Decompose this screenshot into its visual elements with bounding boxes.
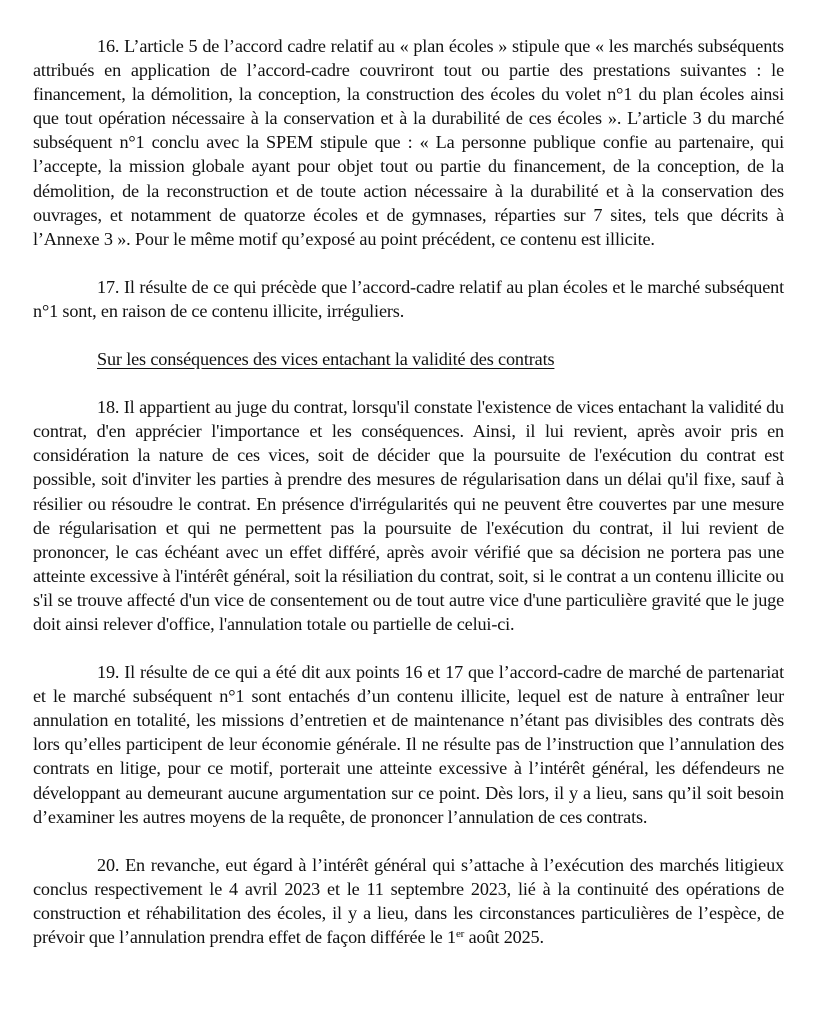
paragraph-17: 17. Il résulte de ce qui précède que l’accord-cadre relatif au plan écoles et le marché subséquent n°1 sont, en raison de ce contenu illicite, irréguliers. <box>33 276 784 321</box>
paragraph-20-text: 20. En revanche, eut égard à l’intérêt général qui s’attache à l’exécution des marchés litigieux conclus respectivement le 4 avril 2023 et le 11 septembre 2023, lié à la continuité des opérations de construction et réhabilitation des écoles, il y a lieu, dans les circonstances particulières de l’espèce, de prévoir que l’annulation prendra effet de façon différée le 1 <box>33 854 784 947</box>
paragraph-20-text-end: août 2025. <box>464 927 544 947</box>
paragraph-19: 19. Il résulte de ce qui a été dit aux points 16 et 17 que l’accord-cadre de marché de partenariat et le marché subséquent n°1 sont entachés d’un contenu illicite, lequel est de nature à entraîner leur annulation en totalité, les missions d’entretien et de maintenance n’étant pas divisibles des contrats dès lors qu’elles participent de leur économie générale. Il ne résulte pas de l’instruction que l’annulation des contrats en litige, pour ce motif, porterait une atteinte excessive à l’intérêt général, les défendeurs ne développant au demeurant aucune argumentation sur ce point. Dès lors, il y a lieu, sans qu’il soit besoin d’examiner les autres moyens de la requête, de prononcer l’annulation de ces contrats. <box>33 662 784 827</box>
paragraph-16: 16. L’article 5 de l’accord cadre relatif au « plan écoles » stipule que « les marchés subséquents attribués en application de l’accord-cadre couvriront tout ou partie des prestations suivantes : le financement, la démolition, la conception, la construction des écoles du volet n°1 du plan écoles ainsi que tout opération nécessaire à la conservation et à la durabilité de ces écoles ». L’article 3 du marché subséquent n°1 conclu avec la SPEM stipule que : « La personne publique confie au partenaire, qui l’accepte, la mission globale ayant pour objet tout ou partie du financement, de la conception, de la démolition, de la reconstruction et de toute action nécessaire à la durabilité et à la conservation des ouvrages, et notamment de quatorze écoles et de gymnases, réparties sur 7 sites, tels que décrits à l’Annexe 3 ». Pour le même motif qu’exposé au point précédent, ce contenu est illicite. <box>33 36 784 249</box>
paragraph-18: 18. Il appartient au juge du contrat, lorsqu'il constate l'existence de vices entachant la validité du contrat, d'en apprécier l'importance et les conséquences. Ainsi, il lui revient, après avoir pris en considération la nature de ces vices, soit de décider que la poursuite de l'exécution du contrat est possible, soit d'inviter les parties à prendre des mesures de régularisation dans un délai qu'il fixe, sauf à résilier ou résoudre le contrat. En présence d'irrégularités qui ne peuvent être couvertes par une mesure de régularisation et qui ne permettent pas la poursuite de l'exécution du contrat, il lui revient de prononcer, le cas échéant avec un effet différé, après avoir vérifié que sa décision ne portera pas une atteinte excessive à l'intérêt général, soit la résiliation du contrat, soit, si le contrat a un contenu illicite ou s'il se trouve affecté d'un vice de consentement ou de tout autre vice d'une particulière gravité que le juge doit ainsi relever d'office, l'annulation totale ou partielle de celui-ci. <box>33 397 784 634</box>
ordinal-superscript: er <box>455 928 465 940</box>
section-heading: Sur les conséquences des vices entachant la validité des contrats <box>97 349 555 370</box>
paragraph-20 <box>33 853 784 949</box>
document-page <box>33 34 784 973</box>
previous-page-fragment <box>404 0 434 2</box>
